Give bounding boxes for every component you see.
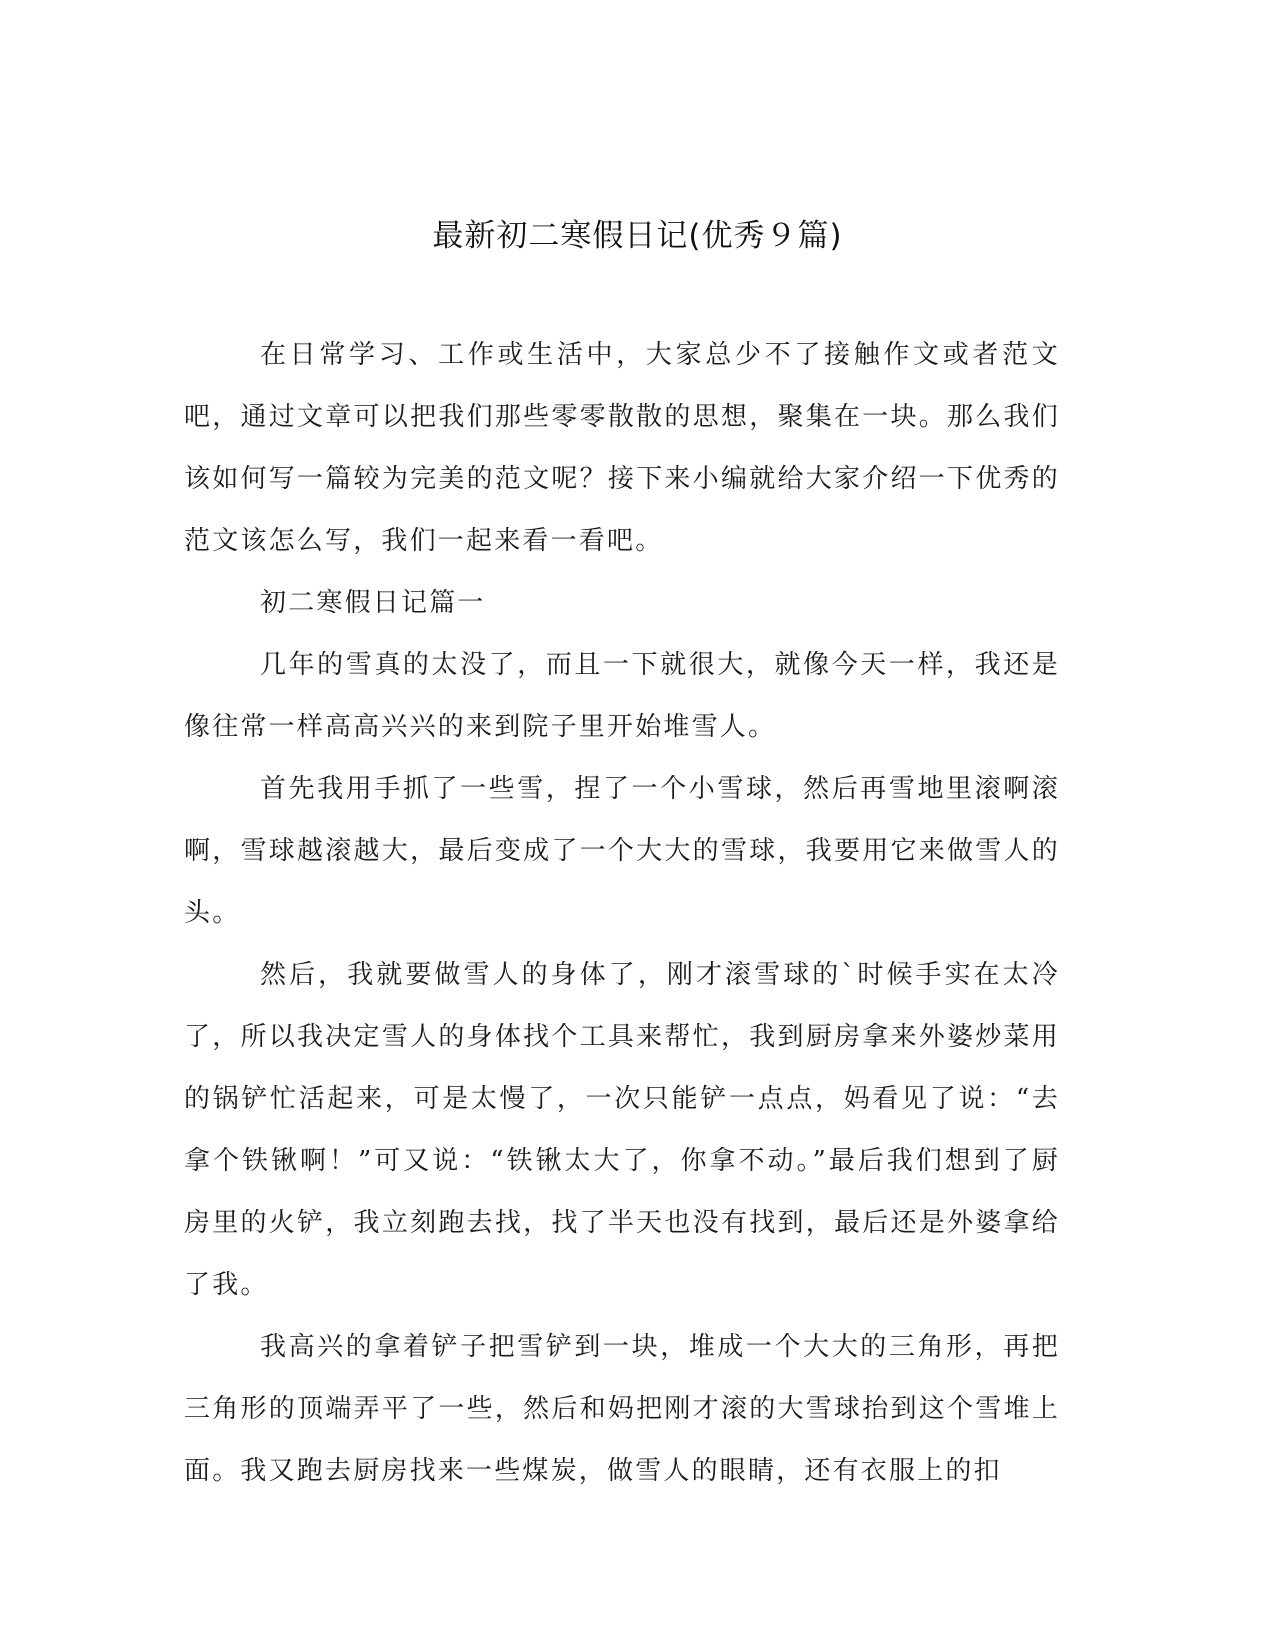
document-body: [184, 324, 1060, 1502]
body-paragraph: 几年的雪真的太没了，而且一下就很大，就像今天一样，我还是像往常一样高高兴兴的来到院子里开始堆雪人。: [184, 650, 1060, 742]
document-title: 最新初二寒假日记(优秀９篇): [432, 218, 843, 254]
body-paragraph: 我高兴的拿着铲子把雪铲到一块，堆成一个大大的三角形，再把三角形的顶端弄平了一些，然后和妈把刚才滚的大雪球抬到这个雪堆上面。我又跑去厨房找来一些煤炭，做雪人的眼睛，还有衣服上的扣: [184, 1332, 1060, 1486]
body-paragraph: 首先我用手抓了一些雪，捏了一个小雪球，然后再雪地里滚啊滚啊，雪球越滚越大，最后变成了一个大大的雪球，我要用它来做雪人的头。: [184, 774, 1060, 928]
intro-paragraph: 在日常学习、工作或生活中，大家总少不了接触作文或者范文吧，通过文章可以把我们那些零零散散的思想，聚集在一块。那么我们该如何写一篇较为完美的范文呢？接下来小编就给大家介绍一下优秀的范文该怎么写，我们一起来看一看吧。: [184, 340, 1060, 556]
section-heading: 初二寒假日记篇一: [260, 588, 486, 618]
body-paragraph: 然后，我就要做雪人的身体了，刚才滚雪球的`时候手实在太冷了，所以我决定雪人的身体找个工具来帮忙，我到厨房拿来外婆炒菜用的锅铲忙活起来，可是太慢了，一次只能铲一点点，妈看见了说：“去拿个铁锹啊！”可又说：“铁锹太大了，你拿不动。”最后我们想到了厨房里的火铲，我立刻跑去找，找了半天也没有找到，最后还是外婆拿给了我。: [184, 960, 1060, 1300]
